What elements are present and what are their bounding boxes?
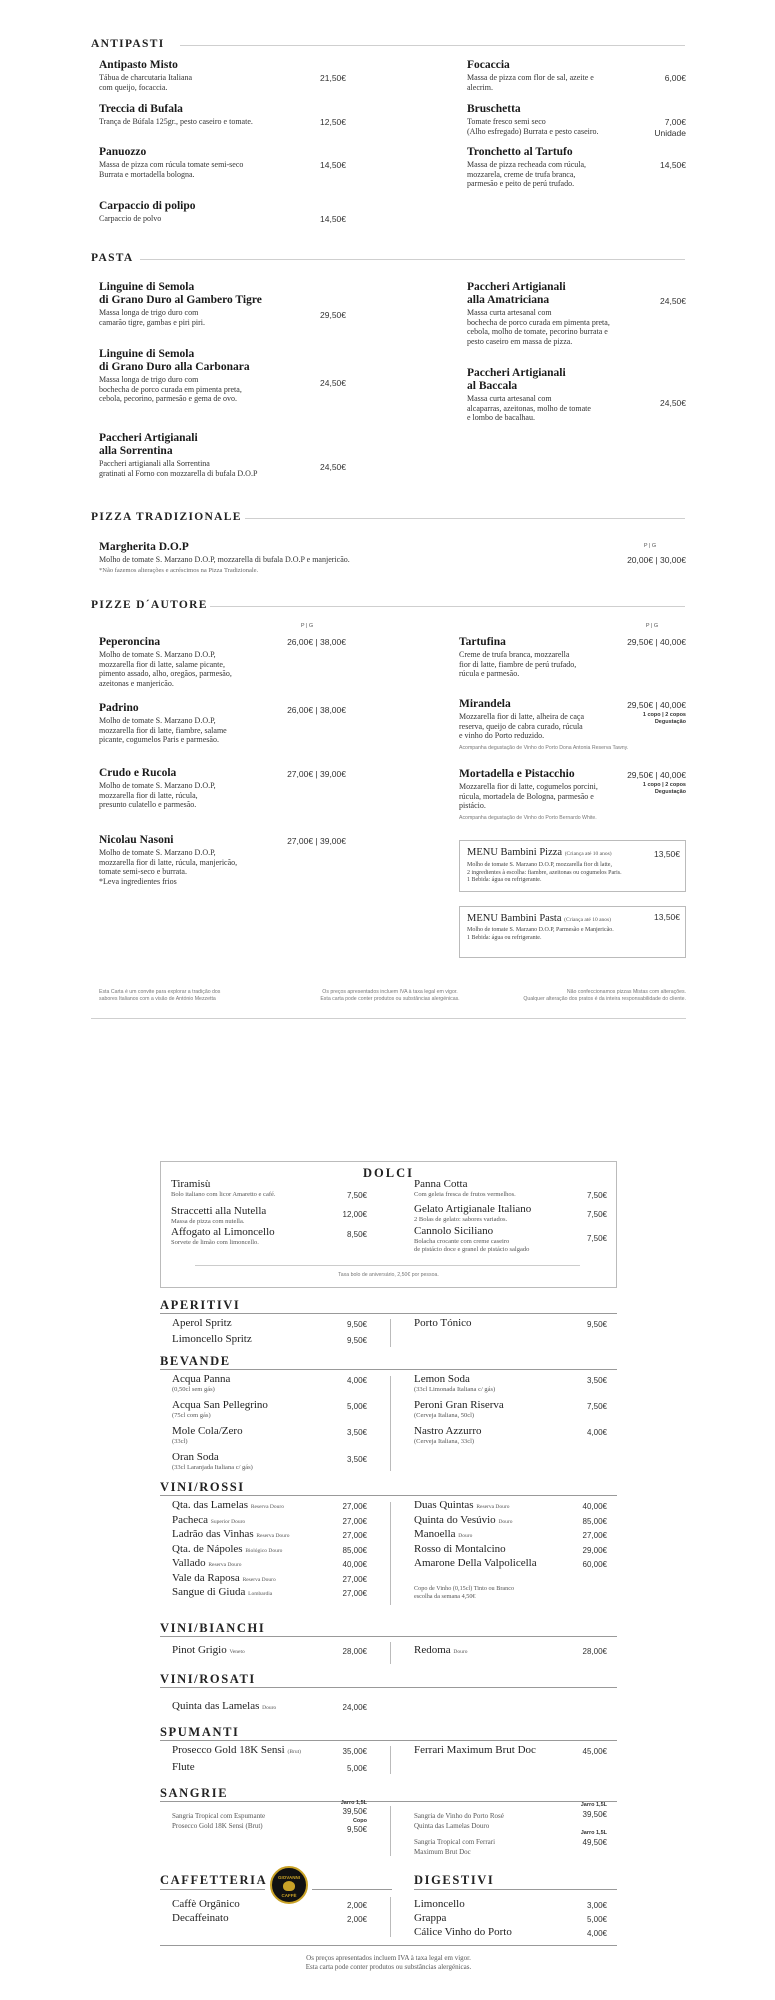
menu-item [467, 367, 677, 423]
item-name: Margherita D.O.P [99, 541, 189, 553]
bambini-pizza-price: 13,50€ [654, 849, 680, 859]
footer-note-right: Não confeccionamos pizzas Mistas com alterações. Qualquer alteração dos pratos é da inteira responsabilidade do cliente. [523, 989, 686, 1002]
section-rule [245, 518, 685, 519]
item-price: 24,50€ [660, 296, 686, 306]
column-divider [390, 1642, 391, 1664]
item-desc: Creme de trufa branca, mozzarella fior di latte, fiambre de perú trufado, rúcula e parmesão. [459, 650, 577, 679]
section-title-spumanti: SPUMANTI [160, 1725, 240, 1739]
item-name: Paccheri Artigianali [99, 432, 198, 444]
tasting-label: Degustação [654, 719, 686, 725]
drink-price: 7,50€ [586, 1402, 607, 1411]
section-rule [180, 45, 685, 46]
digestivo-price: 3,00€ [586, 1901, 607, 1910]
item-desc: Molho de tomate S. Marzano D.O.P, mozzarella di bufala D.O.P e manjericão. [99, 555, 350, 564]
section-rule [160, 1889, 265, 1890]
item-name: alla Sorrentina [99, 445, 173, 457]
digestivo-name: Limoncello [414, 1898, 465, 1910]
drink-item: Lemon Soda (33cl Limonada Italiana c/ gás) [414, 1373, 496, 1393]
bambini-pizza-title: MENU Bambini Pizza (Criança até 10 anos) [467, 847, 612, 858]
coffee-cup-icon [283, 1881, 295, 1891]
coffee-price: 2,00€ [346, 1915, 367, 1924]
section-rule [160, 1313, 617, 1314]
bambini-pasta-price: 13,50€ [654, 912, 680, 922]
section-title-sangrie: SANGRIE [160, 1786, 229, 1800]
sangria-price: 9,50€ [346, 1825, 367, 1834]
wine-price: 45,00€ [582, 1747, 607, 1756]
wine-name: Quinta do Vesúvio Douro [414, 1513, 513, 1526]
section-title-caffetteria: CAFFETTERIA [160, 1873, 268, 1887]
item-price: 21,50€ [320, 73, 346, 83]
item-price: 12,50€ [320, 117, 346, 127]
dolci-item: Gelato Artigianale Italiano 2 Bolas de gelato: sabores variados. [414, 1203, 532, 1223]
item-price: 14,50€ [320, 160, 346, 170]
section-title-aperitivi: APERITIVI [160, 1298, 241, 1312]
pairing-note: Acompanha degustação de Vinho do Porto Dona Antonia Reserva Tawny. [459, 744, 629, 751]
drink-price: 9,50€ [586, 1320, 607, 1329]
wine-price: 5,00€ [346, 1764, 367, 1773]
wine-name: Sangue di Giuda Lombardia [172, 1586, 273, 1598]
item-price: 27,00€ | 39,00€ [287, 836, 346, 846]
item-price: 29,50€ | 40,00€ [627, 637, 686, 647]
item-desc: Massa curta artesanal com bochecha de porco curada em pimenta preta, cebola, molho de tomate, pecorino burrata e pesto caseiro em massa de pizza. [467, 308, 610, 346]
wine-name: Ferrari Maximum Brut Doc [414, 1744, 536, 1756]
dolci-item: Straccetti alla Nutella Massa de pizza com nutella. [171, 1205, 267, 1225]
dolci-price: 7,50€ [586, 1234, 607, 1243]
dolci-price: 7,50€ [586, 1191, 607, 1200]
coffee-name: Decaffeinato [172, 1912, 229, 1924]
drink-price: 9,50€ [346, 1336, 367, 1345]
column-divider [390, 1502, 391, 1605]
item-price: 29,50€ | 40,00€ [627, 700, 686, 710]
tasting-label: 1 copo | 2 copos [642, 712, 686, 718]
dolci-item: Panna Cotta Com geleia fresca de frutos vermelhos. [414, 1178, 516, 1198]
item-name: Carpaccio di polipo [99, 200, 196, 212]
item-name: Mirandela [459, 698, 511, 710]
menu-item [99, 432, 329, 478]
item-desc: Molho de tomate S. Marzano D.O.P, mozzarella fior di latte, salame picante, pimento assado, alho, oregãos, parmesão, azeitonas e manjericão. [99, 650, 232, 688]
wine-price: 27,00€ [342, 1502, 367, 1511]
dolci-price: 7,50€ [346, 1191, 367, 1200]
wine-price: 24,00€ [342, 1703, 367, 1712]
drink-name: Porto Tónico [414, 1317, 472, 1329]
drink-item: Peroni Gran Riserva (Cerveja Italiana, 50cl) [414, 1399, 504, 1419]
sangria-left-desc: Sangria Tropical com Espumante Prosecco Gold 18K Sensi (Brut) [172, 1812, 266, 1830]
wine-name: Qta. de Nápoles Biológico Douro [172, 1542, 283, 1555]
glass-note: Copo de Vinho (0,15cl) Tinto ou Branco escolha da semana 4,50€ [414, 1585, 515, 1600]
menu-item [99, 281, 329, 327]
wine-name: Prosecco Gold 18K Sensi (Brut) [172, 1744, 301, 1756]
sangria-price: 39,50€ [342, 1807, 367, 1816]
wine-name: Vallado Reserva Douro [172, 1557, 242, 1569]
tasting-label: Degustação [654, 789, 686, 795]
item-price: 29,50€ [320, 310, 346, 320]
dolci-item: Tiramisù Bolo italiano com licor Amaretto e café. [171, 1178, 276, 1198]
item-name: Tartufina [459, 636, 506, 648]
footer-note-center: Os preços apresentados incluem IVA à taxa legal em vigor. Esta carta pode conter produtos ou substâncias alergénicas. [320, 989, 460, 1002]
menu-item [467, 146, 667, 189]
section-rule [312, 1889, 392, 1890]
menu-item [467, 59, 667, 92]
item-desc: Massa longa de trigo duro com bochecha de porco curada em pimenta preta, cebola, pecorino, parmesão e gema de ovo. [99, 375, 242, 404]
bambini-pasta-desc: Molho de tomate S. Marzano D.O.P, Parmesão e Manjericão. 1 Bebida: água ou refrigerante. [467, 927, 614, 941]
item-name: Paccheri Artigianali [467, 281, 566, 293]
section-rule [210, 606, 685, 607]
item-price: 27,00€ | 39,00€ [287, 769, 346, 779]
section-rule [160, 1636, 617, 1637]
item-price: 20,00€ | 30,00€ [627, 555, 686, 565]
drink-price: 9,50€ [346, 1320, 367, 1329]
section-title-vini-bianchi: VINI/BIANCHI [160, 1621, 266, 1635]
item-price: 6,00€ [664, 73, 686, 83]
logo-text-bottom: CAFFÈ [281, 1893, 297, 1898]
item-unit: Unidade [654, 128, 686, 138]
section-title-vini-rossi: VINI/ROSSI [160, 1480, 245, 1494]
item-price: 29,50€ | 40,00€ [627, 770, 686, 780]
wine-price: 27,00€ [342, 1516, 367, 1526]
dolci-note: Taxa bolo de aniversário, 2,50€ por pessoa. [338, 1272, 439, 1278]
bambini-pasta-box [459, 906, 686, 958]
item-name: Paccheri Artigianali [467, 367, 566, 379]
drink-item: Mole Cola/Zero (33cl) [172, 1425, 243, 1445]
wine-name: Pacheca Superior Douro [172, 1513, 246, 1526]
sangria-right-desc-2: Sangria Tropical com Ferrari Maximum Brut Doc [414, 1838, 496, 1856]
column-divider [390, 1746, 391, 1774]
digestivo-name: Cálice Vinho do Porto [414, 1926, 512, 1938]
menu-item [99, 541, 549, 575]
wine-price: 28,00€ [582, 1647, 607, 1656]
drink-price: 4,00€ [586, 1428, 607, 1437]
item-name: Antipasto Misto [99, 59, 178, 71]
dolci-rule [195, 1265, 580, 1266]
section-title-digestivi: DIGESTIVI [414, 1873, 495, 1887]
section-rule [160, 1495, 617, 1496]
sangria-right-desc: Sangria de Vinho do Porto Rosé Quinta das Lamelas Douro [414, 1812, 504, 1830]
column-divider [390, 1376, 391, 1471]
item-name: Tronchetto al Tartufo [467, 146, 573, 158]
item-desc: Massa de pizza recheada com rúcula, mozzarela, creme de trufa branca, parmesão e peito de perú trufado. [467, 160, 587, 189]
section-rule [160, 1801, 617, 1802]
pairing-note: Acompanha degustação de Vinho do Porto Bernardo White. [459, 814, 597, 821]
item-name: Bruschetta [467, 103, 521, 115]
column-divider [390, 1319, 391, 1347]
item-price: 14,50€ [660, 160, 686, 170]
item-name: Padrino [99, 702, 139, 714]
section-title-pizza-tradizionale: PIZZA TRADIZIONALE [91, 511, 242, 523]
wine-price: 85,00€ [582, 1516, 607, 1526]
dolci-item: Affogato al Limoncello Sorvete de limão com limoncello. [171, 1226, 275, 1246]
item-desc: Massa de pizza com flor de sal, azeite e alecrim. [467, 73, 594, 92]
wine-name: Flute [172, 1761, 195, 1773]
drink-price: 4,00€ [346, 1376, 367, 1385]
item-price: 26,00€ | 38,00€ [287, 705, 346, 715]
section-title-pizze-autore: PIZZE D´AUTORE [91, 599, 208, 611]
item-name: Linguine di Semola [99, 348, 195, 360]
menu-item [467, 103, 667, 136]
section-rule [160, 1369, 617, 1370]
wine-name: Vale da Raposa Reserva Douro [172, 1571, 276, 1584]
coffee-name: Caffè Orgânico [172, 1898, 240, 1910]
coffee-price: 2,00€ [346, 1901, 367, 1910]
item-name: Treccia di Bufala [99, 103, 183, 115]
sangria-price: 49,50€ [582, 1838, 607, 1847]
final-rule [160, 1945, 617, 1946]
item-name: Crudo e Rucola [99, 767, 177, 779]
wine-name: Pinot Grigio Veneto [172, 1644, 245, 1656]
item-name: Peperoncina [99, 636, 161, 648]
wine-price: 60,00€ [582, 1560, 607, 1569]
dolci-item: Cannolo Siciliano Bolacha crocante com creme caseiro de pistácio doce e granel de pistácio salgado [414, 1225, 530, 1253]
item-desc: Tomate fresco semi seco (Alho esfregado) Burrata e pesto caseiro. [467, 117, 599, 136]
giovanni-caffe-logo [270, 1866, 308, 1904]
bambini-pizza-desc: Molho de tomate S. Marzano D.O.P, mozzarella fior di latte, 2 ingredientes à escolha: fiambre, azeitonas ou cogumelos Paris. 1 Bebida: água ou refrigerante. [467, 862, 622, 883]
menu-item [99, 59, 329, 92]
item-name: al Baccala [467, 380, 518, 392]
item-desc: Molho de tomate S. Marzano D.O.P, mozzarella fior di latte, rúcula, manjericão, tomate semi-seco e burrata. *Leva ingredientes frios [99, 848, 238, 886]
item-desc: Massa longa de trigo duro com camarão tigre, gambas e piri piri. [99, 308, 205, 327]
item-desc: Mozzarella fior di latte, alheira de caça reserva, queijo de cabra curado, rúcula e vinho do Porto reduzido. [459, 712, 585, 741]
item-desc: Paccheri artigianali alla Sorrentina gratinati al Forno con mozzarella di bufala D.O.P [99, 459, 258, 478]
wine-price: 35,00€ [342, 1747, 367, 1756]
item-name: Panuozzo [99, 146, 147, 158]
item-price: 7,00€ [664, 117, 686, 127]
wine-name: Duas Quintas Reserva Douro [414, 1499, 510, 1511]
section-title-pasta: PASTA [91, 252, 134, 264]
section-rule [414, 1889, 617, 1890]
drink-item: Oran Soda (33cl Laranjada Italiana c/ gás) [172, 1451, 253, 1471]
dolci-price: 8,50€ [346, 1230, 367, 1239]
menu-item [467, 281, 677, 346]
item-price: 14,50€ [320, 214, 346, 224]
item-name: di Grano Duro alla Carbonara [99, 361, 250, 373]
drink-price: 3,50€ [346, 1428, 367, 1437]
item-name: Mortadella e Pistacchio [459, 768, 575, 780]
bambini-pasta-title: MENU Bambini Pasta (Criança até 10 anos) [467, 913, 612, 924]
dolci-price: 12,00€ [342, 1210, 367, 1219]
footer-rule [91, 1018, 686, 1019]
tasting-label: 1 copo | 2 copos [642, 782, 686, 788]
item-desc: Massa de pizza com rúcula tomate semi-seco Burrata e mortadella bologna. [99, 160, 244, 179]
wine-price: 27,00€ [342, 1574, 367, 1584]
final-note: Os preços apresentados incluem IVA à taxa legal em vigor. Esta carta pode conter produtos ou substâncias alergénicas. [305, 1954, 472, 1971]
section-title-bevande: BEVANDE [160, 1354, 231, 1368]
section-title-antipasti: ANTIPASTI [91, 38, 165, 50]
item-desc: Massa curta artesanal com alcaparras, azeitonas, molho de tomate e lombo de bacalhau. [467, 394, 591, 423]
item-name: alla Amatriciana [467, 294, 550, 306]
drink-name: Limoncello Spritz [172, 1333, 252, 1345]
section-rule [160, 1687, 617, 1688]
menu-item [99, 103, 329, 127]
section-rule [160, 1740, 617, 1741]
wine-name: Manoella Douro [414, 1528, 473, 1540]
wine-price: 40,00€ [582, 1502, 607, 1511]
item-price: 26,00€ | 38,00€ [287, 637, 346, 647]
menu-item [99, 146, 329, 179]
size-header: P | G [300, 623, 314, 629]
item-name: Linguine di Semola [99, 281, 195, 293]
section-title-dolci: DOLCI [363, 1166, 414, 1180]
drink-price: 3,50€ [586, 1376, 607, 1385]
item-desc: Molho de tomate S. Marzano D.O.P, mozzarella fior di latte, rúcula, presunto culatello e parmesão. [99, 781, 216, 810]
wine-price: 40,00€ [342, 1560, 367, 1569]
item-price: 24,50€ [320, 378, 346, 388]
jarro-label: Jarro 1,5L [580, 1802, 607, 1808]
wine-name: Rosso di Montalcino [414, 1542, 506, 1555]
drink-item: Nastro Azzurro (Cerveja Italiana, 33cl) [414, 1425, 482, 1445]
wine-price: 29,00€ [582, 1545, 607, 1555]
section-title-vini-rosati: VINI/ROSATI [160, 1672, 256, 1686]
drink-price: 5,00€ [346, 1402, 367, 1411]
wine-name: Ladrão das Vinhas Reserva Douro [172, 1528, 290, 1540]
column-divider [390, 1897, 391, 1937]
digestivo-price: 4,00€ [586, 1929, 607, 1938]
size-header: P | G [645, 623, 659, 629]
digestivo-price: 5,00€ [586, 1915, 607, 1924]
item-desc: Carpaccio de polvo [99, 214, 162, 223]
item-desc: Mozzarella fior di latte, cogumelos porcini, rúcula, mortadela de Bologna, parmesão e pistácio. [459, 782, 598, 811]
dolci-price: 7,50€ [586, 1210, 607, 1219]
drink-name: Aperol Spritz [172, 1317, 232, 1329]
wine-name: Quinta das Lamelas Douro [172, 1700, 277, 1712]
item-name: Focaccia [467, 59, 510, 71]
logo-text-top: GIOVANNI [278, 1875, 300, 1880]
item-desc: Tábua de charcutaria Italiana com queijo, focaccia. [99, 73, 193, 92]
wine-name: Redoma Douro [414, 1644, 468, 1656]
size-header: P | G [643, 543, 657, 549]
bambini-pizza-box [459, 840, 686, 892]
wine-price: 28,00€ [342, 1647, 367, 1656]
drink-item: Acqua Panna (0,50cl sem gás) [172, 1373, 231, 1393]
wine-price: 27,00€ [342, 1589, 367, 1598]
copo-label: Copo [352, 1818, 367, 1824]
jarro-label: Jarro 1,5L [340, 1800, 367, 1806]
footer-note-left: Esta Carta é um convite para explorar a tradição dos sabores Italianos com a visão de António Mezzetta [99, 989, 221, 1002]
jarro-label: Jarro 1,5L [580, 1830, 607, 1836]
drink-item: Acqua San Pellegrino (75cl com gás) [172, 1399, 268, 1419]
wine-price: 27,00€ [582, 1531, 607, 1540]
item-desc: Trança de Búfala 125gr., pesto caseiro e tomate. [99, 117, 253, 126]
item-note: *Não fazemos alterações e acréscimos na Pizza Tradizionale. [99, 566, 259, 574]
wine-name: Amarone Della Valpolicella [414, 1557, 537, 1569]
item-price: 24,50€ [320, 462, 346, 472]
menu-item [99, 200, 329, 224]
sangria-price: 39,50€ [582, 1810, 607, 1819]
item-desc: Molho de tomate S. Marzano D.O.P, mozzarella fior di latte, fiambre, salame picante, cogumelos Paris e parmesão. [99, 716, 227, 745]
drink-price: 3,50€ [346, 1455, 367, 1464]
wine-price: 85,00€ [342, 1545, 367, 1555]
section-rule [140, 259, 685, 260]
menu-item [99, 348, 329, 404]
wine-name: Qta. das Lamelas Reserva Douro [172, 1499, 284, 1511]
column-divider [390, 1806, 391, 1856]
item-name: Nicolau Nasoni [99, 834, 174, 846]
digestivo-name: Grappa [414, 1912, 447, 1924]
item-name: di Grano Duro al Gambero Tigre [99, 294, 262, 306]
item-price: 24,50€ [660, 398, 686, 408]
wine-price: 27,00€ [342, 1531, 367, 1540]
